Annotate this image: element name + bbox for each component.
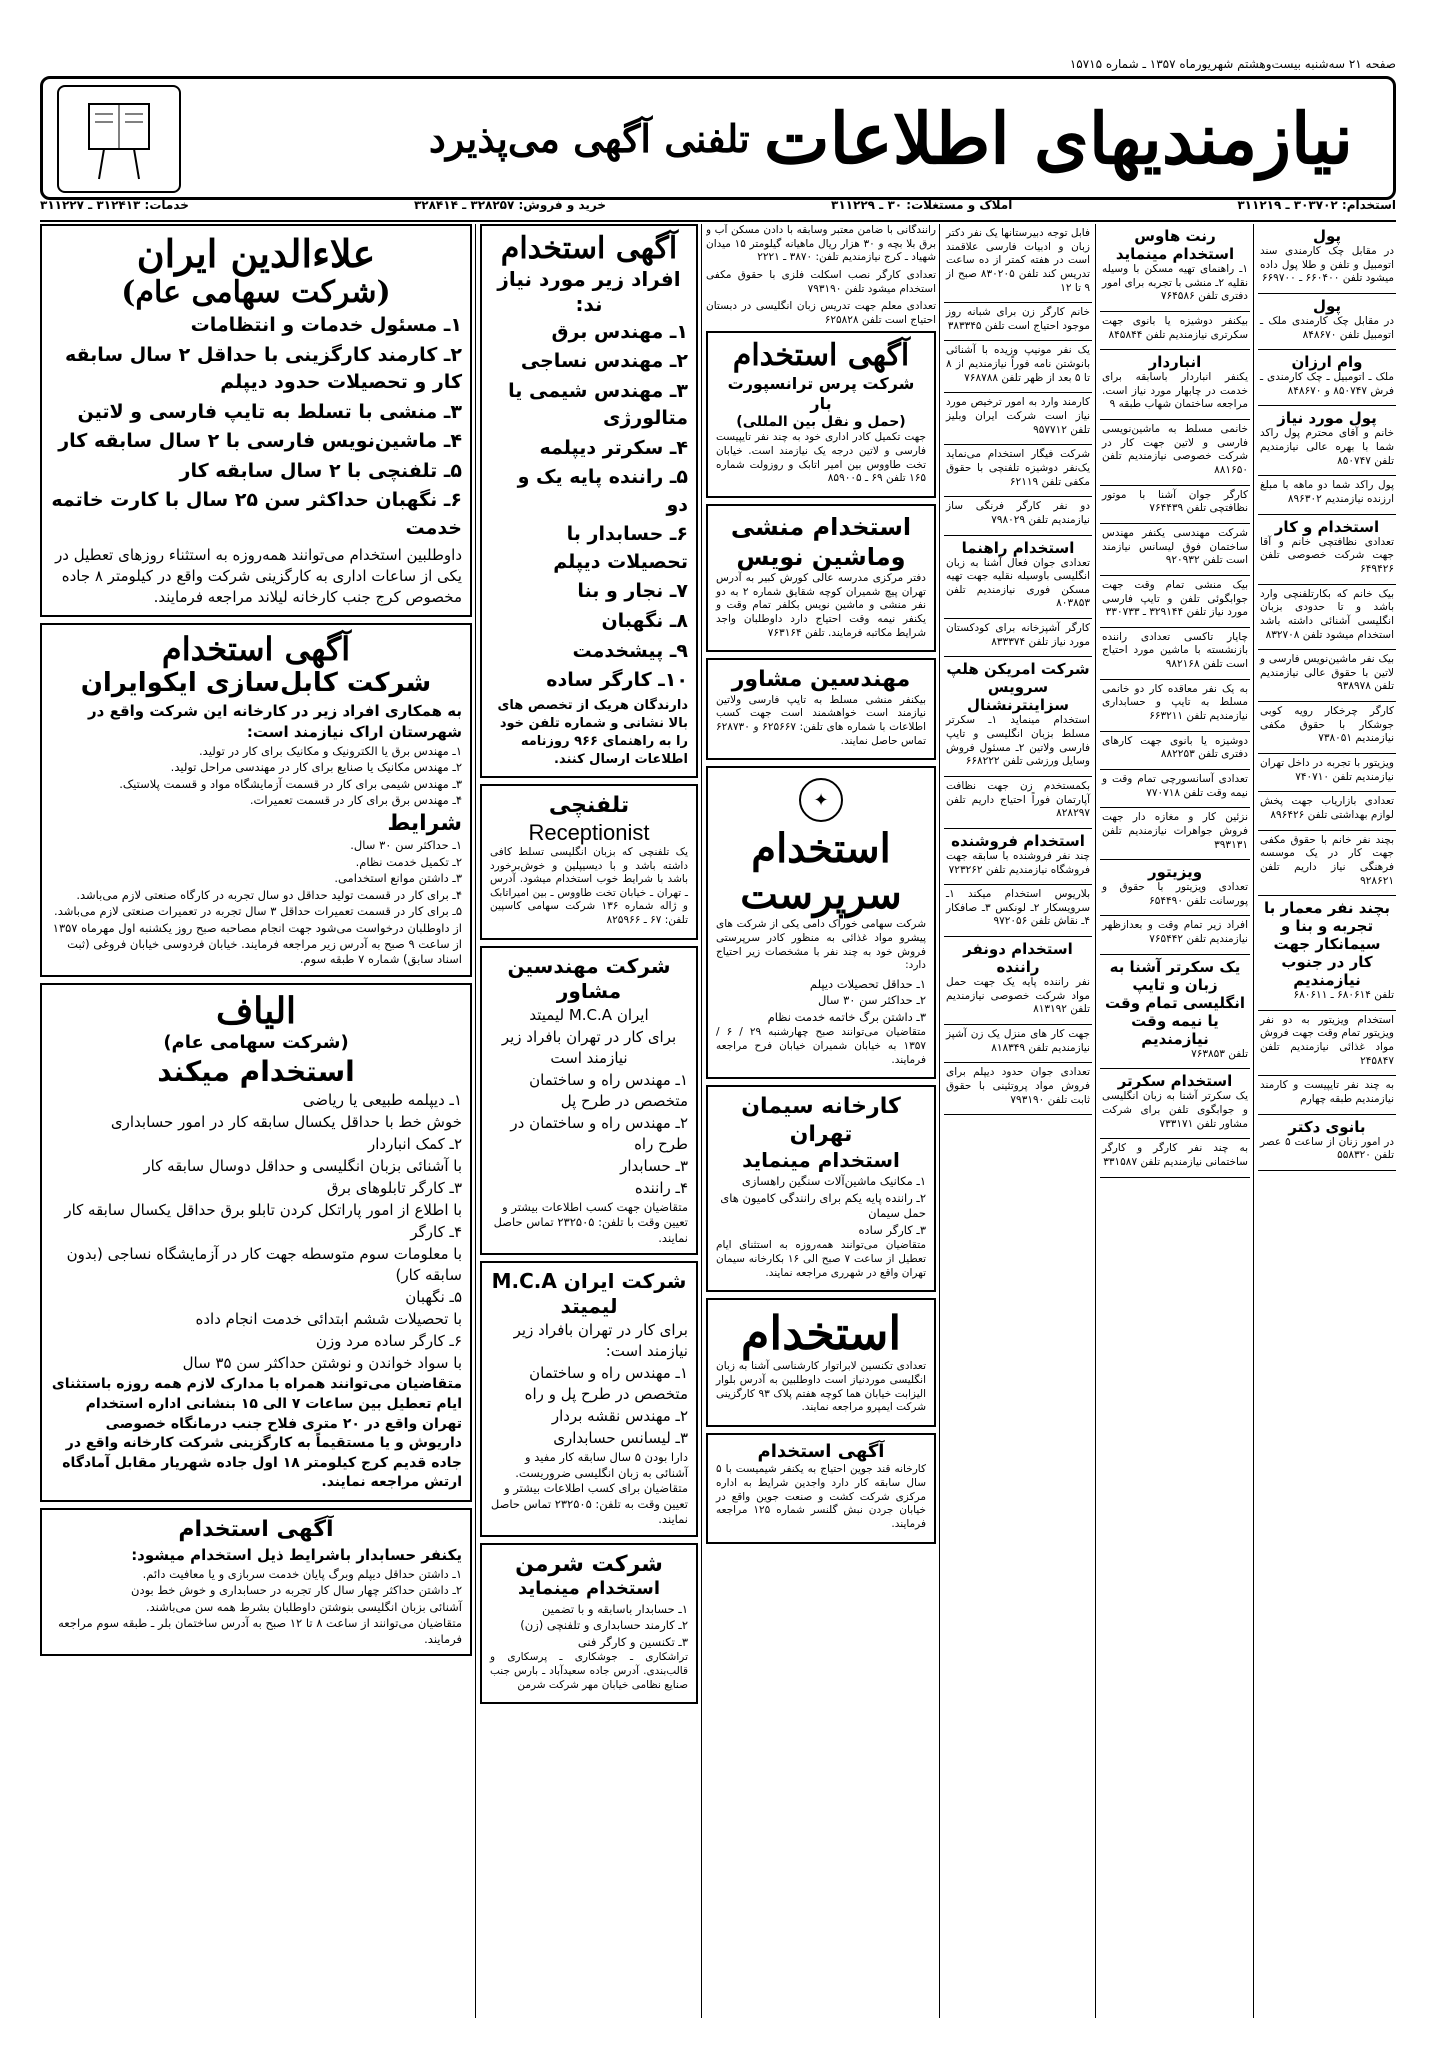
supervisor-line: ۳ـ داشتن برگ خاتمه خدمت نظام <box>767 1009 926 1024</box>
classified-ad <box>1258 1011 1396 1077</box>
accountant-title: آگهی استخدام <box>178 1517 334 1542</box>
classified-ad <box>1100 312 1250 350</box>
hiring-line: ۱۰ـ کارگر ساده <box>546 669 688 692</box>
shermon-line: ۱ـ حسابدار باسابقه و با تضمین <box>541 1601 688 1616</box>
classified-ad-body: نزئین کار و مغازه دار جهت فروش جواهرات نیازمندیم تلفن ۳۹۳۱۳۱ <box>1102 811 1248 851</box>
classified-ad-body: بچند نفر خانم با حقوق مکفی جهت کار در یک موسسه فرهنگی نیاز داریم تلفن ۹۲۸۶۲۱ <box>1260 833 1394 887</box>
classified-ad-body: بلاریوس استخدام میکند ۱ـ سرویسکار ۲ـ لونکس ۳ـ صافکار ۴ـ نقاش تلفن ۹۷۲۰۵۶ <box>946 888 1090 928</box>
classified-ad-title: بچند نفر معمار با تجربه و بنا و سیمانکار جهت کار در جنوب نیازمندیم <box>1264 899 1390 990</box>
ikoiran-condition: ۵ـ برای کار در قسمت تعمیرات حداقل ۳ سال تجربه در تعمیرات صنعتی لازم می‌باشد. <box>54 904 462 919</box>
column-jobs-1 <box>944 224 1092 2018</box>
supervisor-text: شرکت سهامی خوراک دامی یکی از شرکت های پیشرو مواد غذائی به منظور کادر سرپرستی فروش خود به چند نفر با مشخصات زیر احتیاج دارد: <box>716 918 926 972</box>
receptionist-title: تلفنچی <box>548 793 630 819</box>
cement-line: ۲ـ راننده پایه یکم برای رانندگی کامیون های حمل سیمان <box>720 1190 926 1221</box>
classified-ad-body: تعدادی جوان فعال آشنا به زبان انگلیسی باوسیله نقلیه جهت تهیه مسکن فوری نیازمندیم تلفن ۸۰۳۸۵۳ <box>946 556 1090 610</box>
ikoiran-title: آگهی استخدام <box>161 629 351 668</box>
alaeddin-line: ۴ـ ماشین‌نویس فارسی با ۲ سال سابقه کار <box>58 430 462 453</box>
elyaf-line: با معلومات سوم متوسطه جهت کار در آزمایشگاه نساجی (بدون سابقه کار) <box>66 1245 462 1285</box>
phone-realestate: املاک و مستغلات: ۳۰ ـ ۳۱۱۲۲۹ <box>831 198 1013 212</box>
consultant-ad <box>706 658 936 760</box>
classified-ad-title: پول <box>1312 296 1342 315</box>
classified-ad-body: ملک ـ اتومبیل ـ چک کارمندی ـ فرش ۸۵۰۷۴۷ و ۸۴۸۶۷۰ <box>1260 371 1394 397</box>
transport-title: آگهی استخدام <box>732 338 910 374</box>
accountant-line: آشنائی بزبان انگلیسی بنوشتن داوطلبان بشرط همه سن می‌باشند. <box>145 1599 462 1614</box>
classified-ad-body: شرکت مهندسی یکنفر مهندس ساختمان فوق لیسانس نیازمند است تلفن ۹۲۰۹۳۲ <box>1102 526 1248 567</box>
classified-ad <box>1100 860 1250 916</box>
alaeddin-ad <box>40 224 472 617</box>
classified-ad-title: بانوی دکتر <box>1288 1117 1366 1136</box>
transport-subtitle: شرکت پرس ترانسپورت بار <box>727 373 915 413</box>
classified-ad-body: تلفن ۶۸۰۶۱۴ ـ ۶۸۰۶۱۱ <box>1293 989 1394 1002</box>
ikoiran-line: ۲ـ مهندس مکانیک یا صنایع برای کار در مهندسی مراحل تولید. <box>170 760 462 775</box>
transport-ad <box>706 331 936 498</box>
classified-ad-title: استخدام و کار <box>1274 517 1380 536</box>
classified-ad-body: بیک خانم که بکارتلفنچی وارد باشد و تا حدودی بزبان انگلیسی آشنائی داشته باشد استخدام میشود تلفن ۸۳۲۷۰۸ <box>1260 587 1394 641</box>
classified-ad <box>1258 350 1396 406</box>
classified-ad-body: افراد زیر تمام وقت و بعدازظهر نیازمندیم تلفن ۷۶۵۴۴۲ <box>1102 919 1248 946</box>
mca-consultant-ad <box>480 946 698 1256</box>
mca1-line: ۴ـ راننده <box>634 1178 688 1197</box>
sugar-ad <box>706 1433 936 1544</box>
masthead-subtitle: تلفنی آگهی می‌پذیرد <box>428 115 750 161</box>
column-ads-3 <box>706 224 936 2018</box>
mca2-line: ۳ـ لیسانس حسابداری <box>553 1429 688 1448</box>
classified-ad-body: کارگر جوان آشنا با موتور نظافتچی تلفن ۷۶۴۴۳۹ <box>1102 488 1248 515</box>
elyaf-ad <box>40 983 472 1502</box>
ikoiran-condition: ۳ـ داشتن موانع استخدامی. <box>334 871 462 886</box>
classified-ad-body: خانم و آقای محترم پول راکد شما با بهره عالی نیازمندیم تلفن ۸۵۰۷۴۷ <box>1260 427 1394 467</box>
hiring-line: ۷ـ نجار و بنا <box>577 580 688 603</box>
classified-ad <box>1100 524 1250 576</box>
classified-ad <box>1100 628 1250 680</box>
classified-item: تعدادی معلم جهت تدریس زبان انگلیسی در دبستان احتیاج است تلفن ۶۲۵۸۲۸ <box>706 300 936 326</box>
elyaf-title: الیاف <box>215 989 297 1032</box>
classified-ad-body: خانم کارگر زن برای شبانه روز موجود احتیاج است تلفن ۳۸۳۳۴۵ <box>946 306 1090 332</box>
hiring-line: ۵ـ راننده پایه یک و دو <box>517 466 688 516</box>
classified-ad <box>944 777 1092 829</box>
classified-ad-body: یکنفر انباردار باسابقه برای خدمت در چابهار مورد نیاز است. مراجعه ساختمان شهاب طبقه ۹ <box>1102 371 1248 411</box>
mca1-title: شرکت مهندسین مشاور <box>507 953 671 1003</box>
classified-ad <box>1100 808 1250 860</box>
classified-ad <box>944 393 1092 445</box>
alaeddin-line: ۶ـ نگهبان حداکثر سن ۲۵ سال با کارت خاتمه خدمت <box>51 489 462 540</box>
classified-ad-body: خانمی مسلط به ماشین‌نویسی فارسی و لاتین جهت کار در شرکت خصوصی نیازمندیم تلفن ۸۸۱۶۵۰ <box>1102 423 1248 477</box>
classified-ad-title: استخدام سکرتر <box>1117 1072 1233 1091</box>
classified-ad <box>1258 406 1396 476</box>
classified-ad <box>1100 486 1250 524</box>
newspaper-reader-illustration <box>57 85 181 193</box>
hiring-line: ۸ـ نگهبان <box>601 609 688 632</box>
classified-ad-body: کارمند وارد به امور ترخیص مورد نیاز است شرکت ایران وبلیز تلفن ۹۵۷۷۱۲ <box>946 396 1090 436</box>
supervisor-line: ۱ـ حداقل تحصیلات دیپلم <box>809 976 926 991</box>
classified-ad <box>1100 1139 1250 1177</box>
classified-ad-title: شرکت امریکن هلپ سرویس سزاینترنشنال <box>946 660 1090 715</box>
ikoiran-ad <box>40 623 472 977</box>
classified-ad <box>1100 350 1250 420</box>
classified-ad-body: تعدادی ویزیتور با حقوق و پورسانت تلفن ۶۵۴۴۹۰ <box>1102 881 1248 907</box>
hiring-footer: دارندگان هریک از تخصص های بالا نشانی و شماره تلفن خود را به راهنمای ۹۶۶ روزنامه اطلاعات ارسال کنند. <box>497 697 688 768</box>
alaeddin-subtitle: (شرکت سهامی عام) <box>121 274 391 310</box>
classified-ad <box>944 224 1092 303</box>
ikoiran-condition: ۱ـ حداکثر سن ۳۰ سال. <box>350 838 462 853</box>
classified-ad-body: جهت کار های منزل یک زن آشپز نیازمندیم تلفن ۸۱۸۳۴۹ <box>946 1027 1090 1054</box>
elyaf-line: ۱ـ دیپلمه طبیعی یا ریاضی <box>302 1091 462 1110</box>
hiring-line: ۹ـ پیشخدمت <box>572 639 688 662</box>
classified-ad-body: استخدام ویزیتور به دو نفر ویزیتور تمام وقت جهت فروش مواد غذائی نیازمندیم تلفن ۲۴۵۸۴۷ <box>1260 1013 1394 1067</box>
classified-ad-title: استخدام راهنما <box>961 538 1075 557</box>
elyaf-line: ۶ـ کارگر ساده مرد وزن <box>315 1332 462 1351</box>
classified-ad-body: تلفن ۷۶۳۸۵۳ <box>1191 1047 1248 1060</box>
classified-ad-body: بیک نفر ماشین‌نویس فارسی و لاتین با حقوق عالی نیازمندیم تلفن ۹۳۸۹۷۸ <box>1260 653 1394 693</box>
masthead-title: نیازمندیهای اطلاعات <box>763 96 1353 180</box>
classified-ad-body: بیک منشی تمام وقت جهت جوابگوئی تلفن و تایپ فارسی مورد نیاز تلفن ۳۲۹۱۴۴ ـ ۳۳۰۷۳۳ <box>1102 578 1248 619</box>
classified-ad <box>944 1025 1092 1063</box>
classified-ad <box>944 303 1092 341</box>
classified-ad <box>1100 732 1250 770</box>
elyaf-line: با اطلاع از امور پاراتکل کردن تابلو برق حداقل یکسال سابقه کار <box>64 1201 462 1220</box>
supervisor-line: ۲ـ حداکثر سن ۳۰ سال <box>817 993 926 1008</box>
classified-ad <box>944 497 1092 535</box>
classified-ad <box>944 445 1092 497</box>
classified-ad-body: یک سکرتر آشنا به زبان انگلیسی و جوابگوی تلفن برای شرکت مشاور تلفن ۷۳۳۱۷۱ <box>1102 1090 1248 1130</box>
mca2-title: شرکت ایران M.C.A لیمیتد <box>491 1269 687 1319</box>
classified-ad-title: پول مورد نیاز <box>1277 409 1377 428</box>
alaeddin-footer: داوطلبین استخدام می‌توانند همه‌روزه به استثناء روزهای تعطیل در یکی از ساعات اداری به کارگزینی شرکت واقع در کیلومتر ۸ جاده مخصوص کرج جنب کارخانه لیلاند مراجعه فرمایند. <box>55 545 462 606</box>
classified-ad-body: نفر راننده پایه یک جهت حمل مواد شرکت خصوصی نیازمندیم تلفن ۸۱۳۱۹۲ <box>946 976 1090 1016</box>
big-hire-title: استخدام <box>740 1306 902 1361</box>
classified-ad-title: استخدام فروشنده <box>951 831 1085 850</box>
column-finance <box>1258 224 1396 2018</box>
transport-subtitle-2: (حمل و نقل بین المللی) <box>736 413 906 430</box>
classified-ad-body: بکمستخدم زن جهت نظافت آپارتمان فوراً احتیاج داریم تلفن ۸۲۸۲۹۷ <box>946 779 1090 820</box>
ikoiran-line: ۴ـ مهندس برق برای کار در قسمت تعمیرات. <box>249 793 462 808</box>
classified-ad <box>944 885 1092 937</box>
cement-subtitle: استخدام مینماید <box>742 1148 900 1173</box>
accountant-intro: یکنفر حسابدار باشرایط ذیل استخدام میشود: <box>131 1545 462 1564</box>
phone-bar <box>40 198 1396 222</box>
classified-ad-body: یک نفر مونیپ وزیده با آشنائی بانوشتن نامه فوراً نیازمندیم از ۸ تا ۵ بعد از ظهر تلفن ۷۶۸۷۸۸ <box>946 344 1090 384</box>
ikoiran-subtitle: شرکت کابل‌سازی ایکوایران <box>80 668 432 699</box>
classified-ad <box>1258 515 1396 585</box>
consultant-text: بیکنفر منشی مسلط به تایپ فارسی ولاتین نیازمند است خواهشمند است جهت کسب اطلاعات با شماره های تلفن: ۶۲۵۶۶۷ و ۶۲۸۷۳۰ تماس حاصل نمایند. <box>716 693 926 747</box>
secretary-ad <box>706 504 936 652</box>
receptionist-text: یک تلفنچی که بزبان انگلیسی تسلط کافی داشته باشد و با دیسیپلین و خوش‌برخورد باشد با شرایط خوب استخدام میشود. آدرس ـ تهران ـ خیابان تخت طاووس ـ بین امیراتابک و ژاله شماره ۱۳۶ شرکت سهامی کاسپین تلفن: ۶۷ ـ ۸۲۵۹۶۶ <box>490 845 688 927</box>
classified-ad-body: در مقابل چک کارمندی سند اتومبیل و تلفن و طلا پول داده میشود تلفن ۶۶۰۴۰۰ ـ ۶۶۹۷۰۰ <box>1260 245 1394 285</box>
classified-ad-body: چند نفر فروشنده با سابقه جهت فروشگاه نیازمندیم تلفن ۷۲۳۲۶۲ <box>946 849 1090 876</box>
classified-ad <box>1100 420 1250 486</box>
ikoiran-line: ۳ـ مهندس شیمی برای کار در قسمت آزمایشگاه مواد و قسمت پلاستیک. <box>119 776 462 791</box>
mca1-footer: متقاضیان جهت کسب اطلاعات بیشتر و تعیین وقت با تلفن: ۲۳۲۵۰۵ تماس حاصل نمایند. <box>493 1199 688 1245</box>
ikoiran-conditions-title: شرایط <box>387 810 462 836</box>
classified-ad <box>1258 1115 1396 1171</box>
hiring-title: آگهی استخدام <box>500 231 678 266</box>
sugar-text: کارخانه قند جوین احتیاج به یکنفر شیمیست با ۵ سال سابقه کار دارد واجدین شرایط به اداره مرکزی شرکت کشت و صنعت جوین واقع در خیابان جردن نبش گلنسر شماره ۱۲۵ مراجعه فرمایند. <box>716 1463 926 1530</box>
hiring-ad <box>480 224 698 778</box>
mca1-line: ۳ـ حسابدار <box>620 1156 688 1175</box>
receptionist-ad <box>480 784 698 939</box>
classified-ad-body: کارگر آشپزخانه برای کودکستان مورد نیاز تلفن ۸۳۳۳۷۴ <box>946 622 1090 648</box>
mca-limited-ad <box>480 1261 698 1537</box>
classified-ad-body: استخدام مینماید ۱ـ سکرتر مسلط بزبان انگلیسی و تایپ فارسی ولاتین ۲ـ مسئول فروش وسایل ورزشی تلفن ۶۶۸۲۲۲ <box>946 714 1090 768</box>
classified-ad <box>1100 680 1250 732</box>
alaeddin-line: ۵ـ تلفنچی با ۲ سال سابقه کار <box>179 459 462 482</box>
classified-ad-title: رنت هاوس استخدام مینماید <box>1115 227 1235 263</box>
phone-employment: استخدام: ۳۰۳۷۰۲ ـ ۳۱۱۲۱۹ <box>1237 198 1396 212</box>
classified-ad-body: بیکنفر دوشیزه یا بانوی جهت سکرتری نیازمندیم تلفن ۸۴۵۸۴۴ <box>1102 314 1248 341</box>
classified-ad <box>1100 955 1250 1070</box>
alaeddin-line: ۱ـ مسئول خدمات و انتظامات <box>190 314 462 337</box>
classified-ad <box>1100 224 1250 312</box>
classified-ad-body: تعدادی آسانسورچی تمام وقت و نیمه وقت تلفن ۷۷۰۷۱۸ <box>1102 772 1248 799</box>
mca1-intro: برای کار در تهران بافراد زیر نیازمند است <box>501 1027 677 1067</box>
classified-ad-body: به چند نفر تایپیست و کارمند نیازمندیم طبقه چهارم <box>1260 1079 1394 1105</box>
accountant-footer: متقاضیان می‌توانند از ساعت ۸ تا ۱۲ صبح به آدرس ساختمان بلر ـ طبقه سوم مراجعه فرمایند. <box>58 1616 462 1646</box>
classified-ad <box>944 536 1092 620</box>
accountant-line: ۲ـ داشتن حداکثر چهار سال کار تجربه در حسابداری و خوش خط بودن <box>131 1583 462 1598</box>
mca2-footer: دارا بودن ۵ سال سابقه کار مفید و آشنائی به زبان انگلیسی ضروریست. متقاضیان برای کسب اطلاعات بیشتر و تعیین وقت به تلفن: ۲۳۲۵۰۵ تماس حاصل نمایند. <box>490 1450 688 1527</box>
hiring-subtitle: افراد زیر مورد نیاز ند: <box>497 266 681 316</box>
elyaf-line: ۵ـ نگهبان <box>405 1288 462 1307</box>
classified-ad-body: دوشیزه یا بانوی جهت کارهای دفتری تلفن ۸۸۲۲۵۳ <box>1102 734 1248 761</box>
classified-ad-title: انباردار <box>1148 353 1202 372</box>
classified-ad <box>1258 1076 1396 1114</box>
column-jobs-2 <box>1100 224 1250 2018</box>
classified-ad <box>1258 585 1396 651</box>
hiring-line: ۶ـ حسابدار با تحصیلات دیپلم <box>553 523 688 573</box>
classified-ad <box>1100 916 1250 954</box>
classified-ad-body: به چند نفر کارگر و کارگر ساختمانی نیازمندیم تلفن ۳۳۱۵۸۷ <box>1102 1142 1248 1168</box>
classified-ad <box>1258 650 1396 702</box>
elyaf-line: ۴ـ کارگر <box>410 1223 462 1242</box>
elyaf-line: ۳ـ کارگر تابلوهای برق <box>326 1179 462 1198</box>
supervisor-title: استخدام سرپرست <box>740 825 902 919</box>
hiring-line: ۲ـ مهندس نساجی <box>520 350 688 373</box>
classified-ad-title: ویزیتور <box>1147 863 1203 882</box>
phone-trade: خرید و فروش: ۳۲۸۲۵۷ ـ ۳۲۸۴۱۴ <box>413 198 607 212</box>
hiring-line: ۱ـ مهندس برق <box>551 320 688 343</box>
classified-ad-body: کارگر چرخکار رویه کوبی جوشکار با حقوق مکفی نیازمندیم ۷۳۸۰۵۱ <box>1260 705 1394 745</box>
classified-ad-title: پول <box>1312 227 1342 245</box>
supervisor-footer: متقاضیان می‌توانند صبح چهارشنبه ۲۹ / ۶ / ۱۳۵۷ به خیابان شمیران خیابان فرح مراجعه فرمایند. <box>716 1026 926 1066</box>
mca2-line: ۲ـ مهندس نقشه بردار <box>551 1407 688 1426</box>
classified-item: تعدادی کارگر نصب اسکلت فلزی با حقوق مکفی استخدام میشود تلفن ۷۹۳۱۹۰ <box>706 268 936 295</box>
classified-ad <box>1100 1069 1250 1139</box>
accountant-line: ۱ـ داشتن حداقل دیپلم وبرگ پایان خدمت سربازی و یا معافیت دائم. <box>142 1566 462 1581</box>
cement-footer: متقاضیان می‌توانند همه‌روزه به استثنای ایام تعطیل از ساعت ۷ صبح الی ۱۶ بکارخانه سیمان تهران واقع در شهرری مراجعه نمایند. <box>716 1239 926 1279</box>
ikoiran-intro: به همکاری افراد زیر در کارخانه این شرکت واقع در شهرستان اراک نیازمند است: <box>88 701 462 741</box>
cement-title: کارخانه سیمان تهران <box>741 1094 901 1147</box>
mca2-line: ۱ـ مهندس راه و ساختمان متخصص در طرح پل و راه <box>524 1364 688 1404</box>
sugar-title: آگهی استخدام <box>757 1440 885 1462</box>
shermon-line: ۲ـ کارمند حسابداری و تلفنچی (زن) <box>520 1618 688 1633</box>
consultant-title: مهندسین مشاور <box>731 667 911 693</box>
mca1-line: ۲ـ مهندس راه و ساختمان در طرح راه <box>510 1113 688 1153</box>
hiring-line: ۳ـ مهندس شیمی یا متالورژی <box>508 379 688 430</box>
ikoiran-footer: از داوطلبان درخواست می‌شود جهت انجام مصاحبه صبح روز یکشنبه اول مهرماه ۱۳۵۷ از ساعت ۹ صبح به آدرس زیر مراجعه فرمایند. خیابان فردوسی خیابان فروغی (ثبت اسناد سابق) شماره ۷ طبقه سوم. <box>52 921 462 967</box>
classified-ad <box>944 657 1092 777</box>
secretary-text: دفتر مرکزی مدرسه عالی کورش کبیر به آدرس تهران پیچ شمیران کوچه شقایق شماره ۲ به دو نفر منشی و ماشین نویس بکلفر تمام وقت و یکنفر نیمه وقت احتیاج دارد داوطلبان واجد شرایط مکاتبه فرمایند. تلفن ۷۶۳۱۶۴ <box>716 572 926 639</box>
classified-ad <box>1258 896 1396 1011</box>
alaeddin-title: علاءالدین ایران <box>136 231 376 276</box>
classified-ad <box>944 1063 1092 1115</box>
classified-ad <box>1258 702 1396 754</box>
ikoiran-condition: ۲ـ تکمیل خدمت نظام. <box>355 854 462 869</box>
elyaf-line: با تحصیلات ششم ابتدائی خدمت انجام داده <box>195 1310 462 1329</box>
classified-ad-body: دو نفر کارگر فرنگی ساز نیازمندیم تلفن ۷۹۸۰۲۹ <box>946 500 1090 526</box>
alaeddin-line: ۲ـ کارمند کارگزینی با حداقل ۲ سال سابقه کار و تحصیلات حدود دیپلم <box>64 343 462 394</box>
classified-ad <box>944 829 1092 885</box>
classified-ad <box>944 937 1092 1025</box>
classified-ad <box>1258 224 1396 294</box>
classified-ad-body: تعدادی جوان حدود دیپلم برای فروش مواد پروتئینی با حقوق ثابت تلفن ۷۹۳۱۹۰ <box>946 1066 1090 1106</box>
cement-line: ۱ـ مکانیک ماشین‌آلات سنگین راهسازی <box>741 1174 926 1189</box>
classified-ad-title: وام ارزان <box>1291 353 1363 372</box>
classified-ad-title: یک سکرتر آشنا به زبان و تایپ انگلیسی تمام وقت یا نیمه وقت نیازمندیم <box>1105 957 1245 1048</box>
transport-text: جهت تکمیل کادر اداری خود به چند نفر تایپیست فارسی و لاتین درجه یک نیازمند است. خیابان تخت طاووس بین امیر اتابک و روزولت شماره ۱۶۵ تلفن ۶۹ ـ ۸۵۹۰۰۵ <box>716 431 926 485</box>
elyaf-line: خوش خط با حداقل یکسال سابقه کار در امور حسابداری <box>110 1113 462 1132</box>
column-ads-2 <box>480 224 698 2018</box>
elyaf-line: با آشنائی بزبان انگلیسی و حداقل دوسال سابقه کار <box>143 1157 462 1176</box>
phone-services: خدمات: ۳۱۲۴۱۳ ـ ۳۱۱۲۲۷ <box>40 198 189 212</box>
alaeddin-line: ۳ـ منشی با تسلط به تایپ فارسی و لاتین <box>77 400 462 423</box>
receptionist-latin: Receptionist <box>528 819 650 845</box>
supervisor-ad <box>706 766 936 1079</box>
accountant-ad <box>40 1508 472 1656</box>
classified-ad <box>944 619 1092 657</box>
big-hire-ad <box>706 1298 936 1427</box>
shermon-title: شرکت شرمن <box>515 1551 663 1577</box>
company-seal-icon: ✦ <box>799 778 843 822</box>
classified-ad <box>1100 770 1250 808</box>
classified-ad-body: ویزیتور با تجربه در داخل تهران نیازمندیم تلفن ۷۴۰۷۱۰ <box>1260 757 1394 783</box>
mca2-intro: برای کار در تهران بافراد زیر نیازمند است: <box>513 1321 688 1361</box>
classified-ad <box>1258 831 1396 897</box>
ikoiran-line: ۱ـ مهندس برق یا الکترونیک و مکانیک برای کار در تولید. <box>199 743 462 758</box>
elyaf-footer: متقاضیان می‌توانند همراه با مدارک لازم همه روزه باستثنای ایام تعطیل بین ساعات ۷ الی ۱۵ بنشانی اداره استخدام تهران واقع در ۲۰ متری فلاح جنب درمانگاه خصوصی داریوش و یا مستقیماً به کارگزینی شرکت کارخانه واقع در جاده قدیم کرج کیلومتر ۱۸ اول جاده شهریار مقابل آمادگاه ارتش مراجعه نمایند. <box>51 1376 462 1491</box>
classified-ad-body: شرکت فیگار استخدام می‌نماید یک‌نفر دوشیزه تلفنچی با حقوق مکفی تلفن ۶۲۱۱۹ <box>946 448 1090 488</box>
classified-ad-body: تعدادی بازاریاب جهت پخش لوازم بهداشتی تلفن ۸۹۶۴۲۶ <box>1260 795 1394 821</box>
classified-ad-body: در مقابل چک کارمندی ملک ـ اتومبیل تلفن ۸۴۸۶۷۰ <box>1260 314 1394 341</box>
elyaf-line: با سواد خواندن و نوشتن حداکثر سن ۳۵ سال <box>182 1354 462 1373</box>
ikoiran-condition: ۴ـ برای کار در قسمت تولید حداقل دو سال تجربه در کارگاه صنعتی لازم می‌باشد. <box>76 887 462 902</box>
shermon-line: ۳ـ تکنسین و کارگر فنی <box>577 1634 688 1649</box>
cement-line: ۳ـ کارگر ساده <box>858 1222 926 1237</box>
shermon-ad <box>480 1543 698 1704</box>
page-info-line <box>40 54 1396 74</box>
classified-ad-body: در امور زنان از ساعت ۵ عصر تلفن ۵۵۸۳۲۰ <box>1260 1135 1394 1162</box>
classified-ad-body: تعدادی نظافتچی خانم و آقا جهت شرکت خصوصی تلفن ۶۴۹۴۲۶ <box>1260 535 1394 575</box>
masthead <box>40 76 1396 200</box>
column-ads-1 <box>40 224 472 2018</box>
cement-ad <box>706 1085 936 1292</box>
page-info: صفحه ۲۱ سه‌شنبه بیست‌وهشتم شهریورماه ۱۳۵۷ ـ شماره ۱۵۷۱۵ <box>1069 57 1396 71</box>
mca1-company: ایران M.C.A لیمیتد <box>529 1005 649 1024</box>
mca1-line: ۱ـ مهندس راه و ساختمان متخصص در طرح پل <box>529 1070 688 1110</box>
elyaf-subtitle: (شرکت سهامی عام) <box>163 1031 349 1053</box>
big-hire-text: تعدادی تکنسین لابراتوار کارشناسی آشنا به زبان انگلیسی موردنیاز است داوطلبین به آدرس بلوار الیزابت خیابان هما کوچه هفتم پلاک ۹۳ کارگزینی شرکت ایمپرو مراجعه نمایند. <box>716 1360 926 1414</box>
classified-ad-body: به یک نفر معاقده کار دو خانمی مسلط به تایپ و حسابداری نیازمندیم تلفن ۶۶۳۲۱۱ <box>1102 682 1248 723</box>
shermon-subtitle: استخدام مینماید <box>517 1578 661 1600</box>
secretary-title: استخدام منشی وماشین نویس <box>730 513 912 572</box>
classified-ad-body: پول راکد شما دو ماهه با مبلغ ارزنده نیازمندیم ۸۹۶۳۰۲ <box>1260 479 1394 506</box>
classified-ad <box>1258 294 1396 350</box>
classified-ad <box>944 341 1092 393</box>
classified-ad-body: ۱ـ راهنمای تهیه مسکن با وسیله نقلیه ۲ـ منشی با تجربه برای امور دفتری تلفن ۷۶۴۵۸۶ <box>1102 263 1248 303</box>
classified-ad-body: فابل توجه دبیرستانها یک نفر دکتر زبان و ادبیات فارسی علاقمند است در هفته کمتر از ده ساعت تدریس کند تلفن ۸۳۰۲۰۵ صبح از ۹ تا ۱۲ <box>946 227 1090 294</box>
elyaf-headline: استخدام میکند <box>157 1055 355 1089</box>
reader-drawing-icon <box>69 94 169 184</box>
shermon-footer: تراشکاری ـ جوشکاری ـ پرسکاری و قالب‌بندی. آدرس جاده سعیدآباد ـ بارس جنب صنایع نظامی خیابان مهر شرکت شرمن <box>490 1651 688 1691</box>
classified-ad <box>1258 754 1396 792</box>
elyaf-line: ۲ـ کمک انباردار <box>367 1135 462 1154</box>
classified-ad-body: چایار تاکسی تعدادی راننده بازنشسته با ماشین مورد احتیاج است تلفن ۹۸۲۱۶۸ <box>1102 630 1248 671</box>
classified-ad <box>1258 476 1396 514</box>
classified-ad <box>1100 576 1250 628</box>
classified-ad-title: استخدام دونفر راننده <box>963 940 1073 977</box>
hiring-line: ۴ـ سکرتر دیپلمه <box>539 436 688 459</box>
classified-item: رانندگانی با ضامن معتبر وسابقه با دادن مسکن آب و برق بلا بچه و ۳۰ هزار ریال ماهیانه گیلومتر ۱۵ میدان شهیاد ـ کرج نیازمندیم تلفن: ۳۸۷۰ ـ ۲۲۲۱ <box>706 224 936 264</box>
classified-ad <box>1258 792 1396 830</box>
